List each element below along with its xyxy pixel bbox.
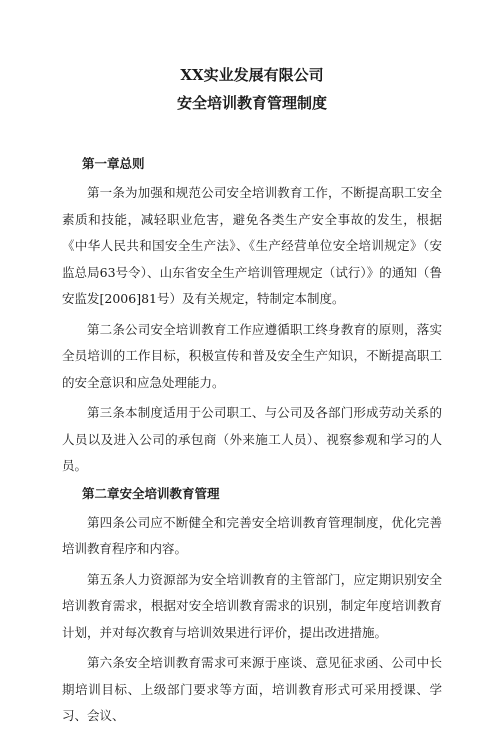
- article-paragraph: 第六条安全培训教育需求可来源于座谈、意见征求函、公司中长期培训目标、上级部门要求等方面，培训教育形式可采用授课、学习、会议、: [62, 655, 442, 723]
- article-paragraph: 第三条本制度适用于公司职工、与公司及各部门形成劳动关系的人员以及进入公司的承包商（外来施工人员）、视察参观和学习的人员。: [62, 405, 442, 473]
- document-title: 安全培训教育管理制度: [176, 94, 327, 112]
- chapter-heading: 第一章总则: [82, 156, 145, 171]
- article-paragraph: 第一条为加强和规范公司安全培训教育工作，不断提高职工安全素质和技能，减轻职业危害，避免各类生产安全事故的发生，根据《中华人民共和国安全生产法》、《生产经营单位安全培训规定》（安监总局63号令）、山东省安全生产培训管理规定（试行）》的通知（鲁安监发[2006]81号）及有关规定，特制定本制度。: [62, 185, 442, 306]
- article-paragraph: 第二条公司安全培训教育工作应遵循职工终身教育的原则，落实全员培训的工作目标，积极宣传和普及安全生产知识，不断提高职工的安全意识和应急处理能力。: [62, 321, 442, 390]
- company-name-rest: 实业发展有限公司: [203, 66, 324, 84]
- company-name: [62, 64, 442, 86]
- chapter-heading: 第二章安全培训教育管理: [82, 485, 220, 501]
- company-prefix: XX: [180, 66, 204, 84]
- article-paragraph: 第四条公司应不断健全和完善安全培训教育管理制度，优化完善培训教育程序和内容。: [62, 514, 442, 556]
- article-paragraph: 第五条人力资源部为安全培训教育的主管部门，应定期识别安全培训教育需求，根据对安全培训教育需求的识别，制定年度培训教育计划，并对每次教育与培训效果进行评价，提出改进措施。: [62, 571, 442, 640]
